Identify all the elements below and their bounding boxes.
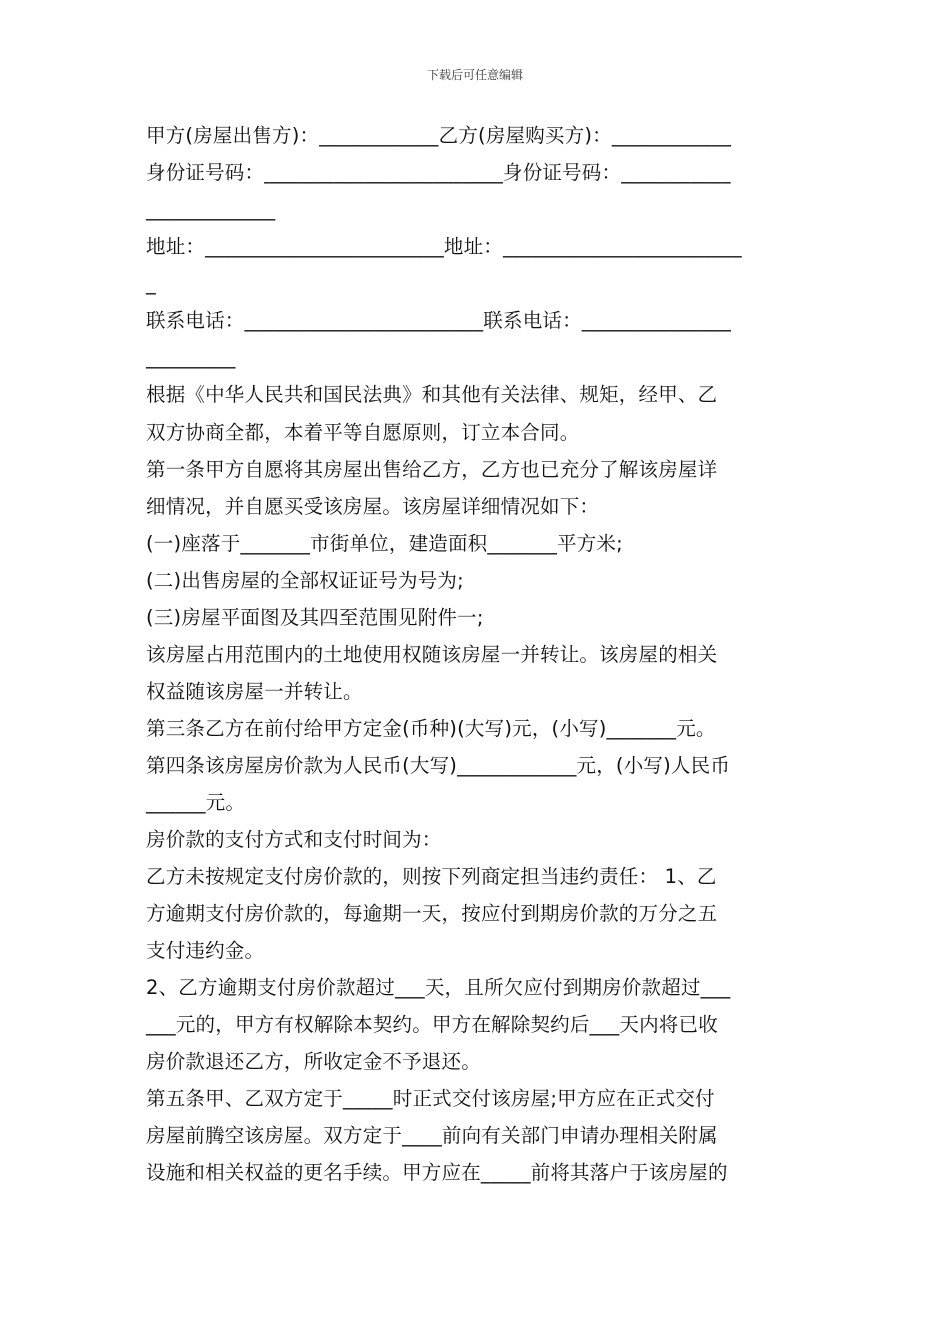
payment-method-line: 房价款的支付方式和支付时间为： xyxy=(146,828,442,851)
land-use-line-2: 权益随该房屋一并转让。 xyxy=(146,680,363,703)
phone-continued-line: _________ xyxy=(146,346,236,369)
breach-line-1: 乙方未按规定支付房价款的，则按下列商定担当违约责任： 1、乙 xyxy=(146,865,717,888)
party-a-b-line: 甲方(房屋出售方)：____________乙方(房屋购买方)：____________ xyxy=(146,124,732,147)
article-5-line-3: 设施和相关权益的更名手续。甲方应在_____前将其落户于该房屋的 xyxy=(146,1161,728,1184)
land-use-line-1: 该房屋占用范围内的土地使用权随该房屋一并转让。该房屋的相关 xyxy=(146,643,718,666)
article-4-line-2: ______元。 xyxy=(146,791,246,814)
page-header: 下载后可任意编辑 xyxy=(426,68,523,82)
id-number-continued-line: _____________ xyxy=(146,198,276,221)
breach-line-3: 支付违约金。 xyxy=(146,939,265,962)
clause-3-line: (三)房屋平面图及其四至范围见附件一; xyxy=(146,606,484,629)
address-continued-line: _ xyxy=(146,272,156,295)
breach-item-2-line-2: ___元的，甲方有权解除本契约。甲方在解除契约后___天内将已收 xyxy=(146,1013,718,1036)
article-5-line-2: 房屋前腾空该房屋。双方定于____前向有关部门申请办理相关附属 xyxy=(146,1124,718,1147)
id-number-line: 身份证号码：________________________身份证号码：___________ xyxy=(146,161,731,184)
breach-item-2-line-1: 2、乙方逾期支付房价款超过___天，且所欠应付到期房价款超过___ xyxy=(146,976,731,999)
clause-2-line: (二)出售房屋的全部权证证号为号为; xyxy=(146,569,464,592)
breach-item-2-line-3: 房价款退还乙方，所收定金不予退还。 xyxy=(146,1050,481,1073)
article-1-line-1: 第一条甲方自愿将其房屋出售给乙方，乙方也已充分了解该房屋详 xyxy=(146,458,718,481)
phone-line: 联系电话：________________________联系电话：_______________ xyxy=(146,309,732,332)
article-5-line-1: 第五条甲、乙双方定于_____时正式交付该房屋;甲方应在正式交付 xyxy=(146,1087,715,1110)
clause-1-line: (一)座落于_______市街单位，建造面积_______平方米; xyxy=(146,532,623,555)
preamble-line-2: 双方协商全都，本着平等自愿原则，订立本合同。 xyxy=(146,421,580,444)
preamble-line-1: 根据《中华人民共和国民法典》和其他有关法律、规矩，经甲、乙 xyxy=(146,383,718,406)
address-line: 地址：________________________地址：________________________ xyxy=(146,235,742,258)
article-1-line-2: 细情况，并自愿买受该房屋。该房屋详细情况如下： xyxy=(146,495,600,518)
article-3-line: 第三条乙方在前付给甲方定金(币种)(大写)元，(小写)_______元。 xyxy=(146,717,716,740)
breach-line-2: 方逾期支付房价款的，每逾期一天，按应付到期房价款的万分之五 xyxy=(146,902,718,925)
article-4-line-1: 第四条该房屋房价款为人民币(大写)____________元，(小写)人民币 xyxy=(146,754,731,777)
